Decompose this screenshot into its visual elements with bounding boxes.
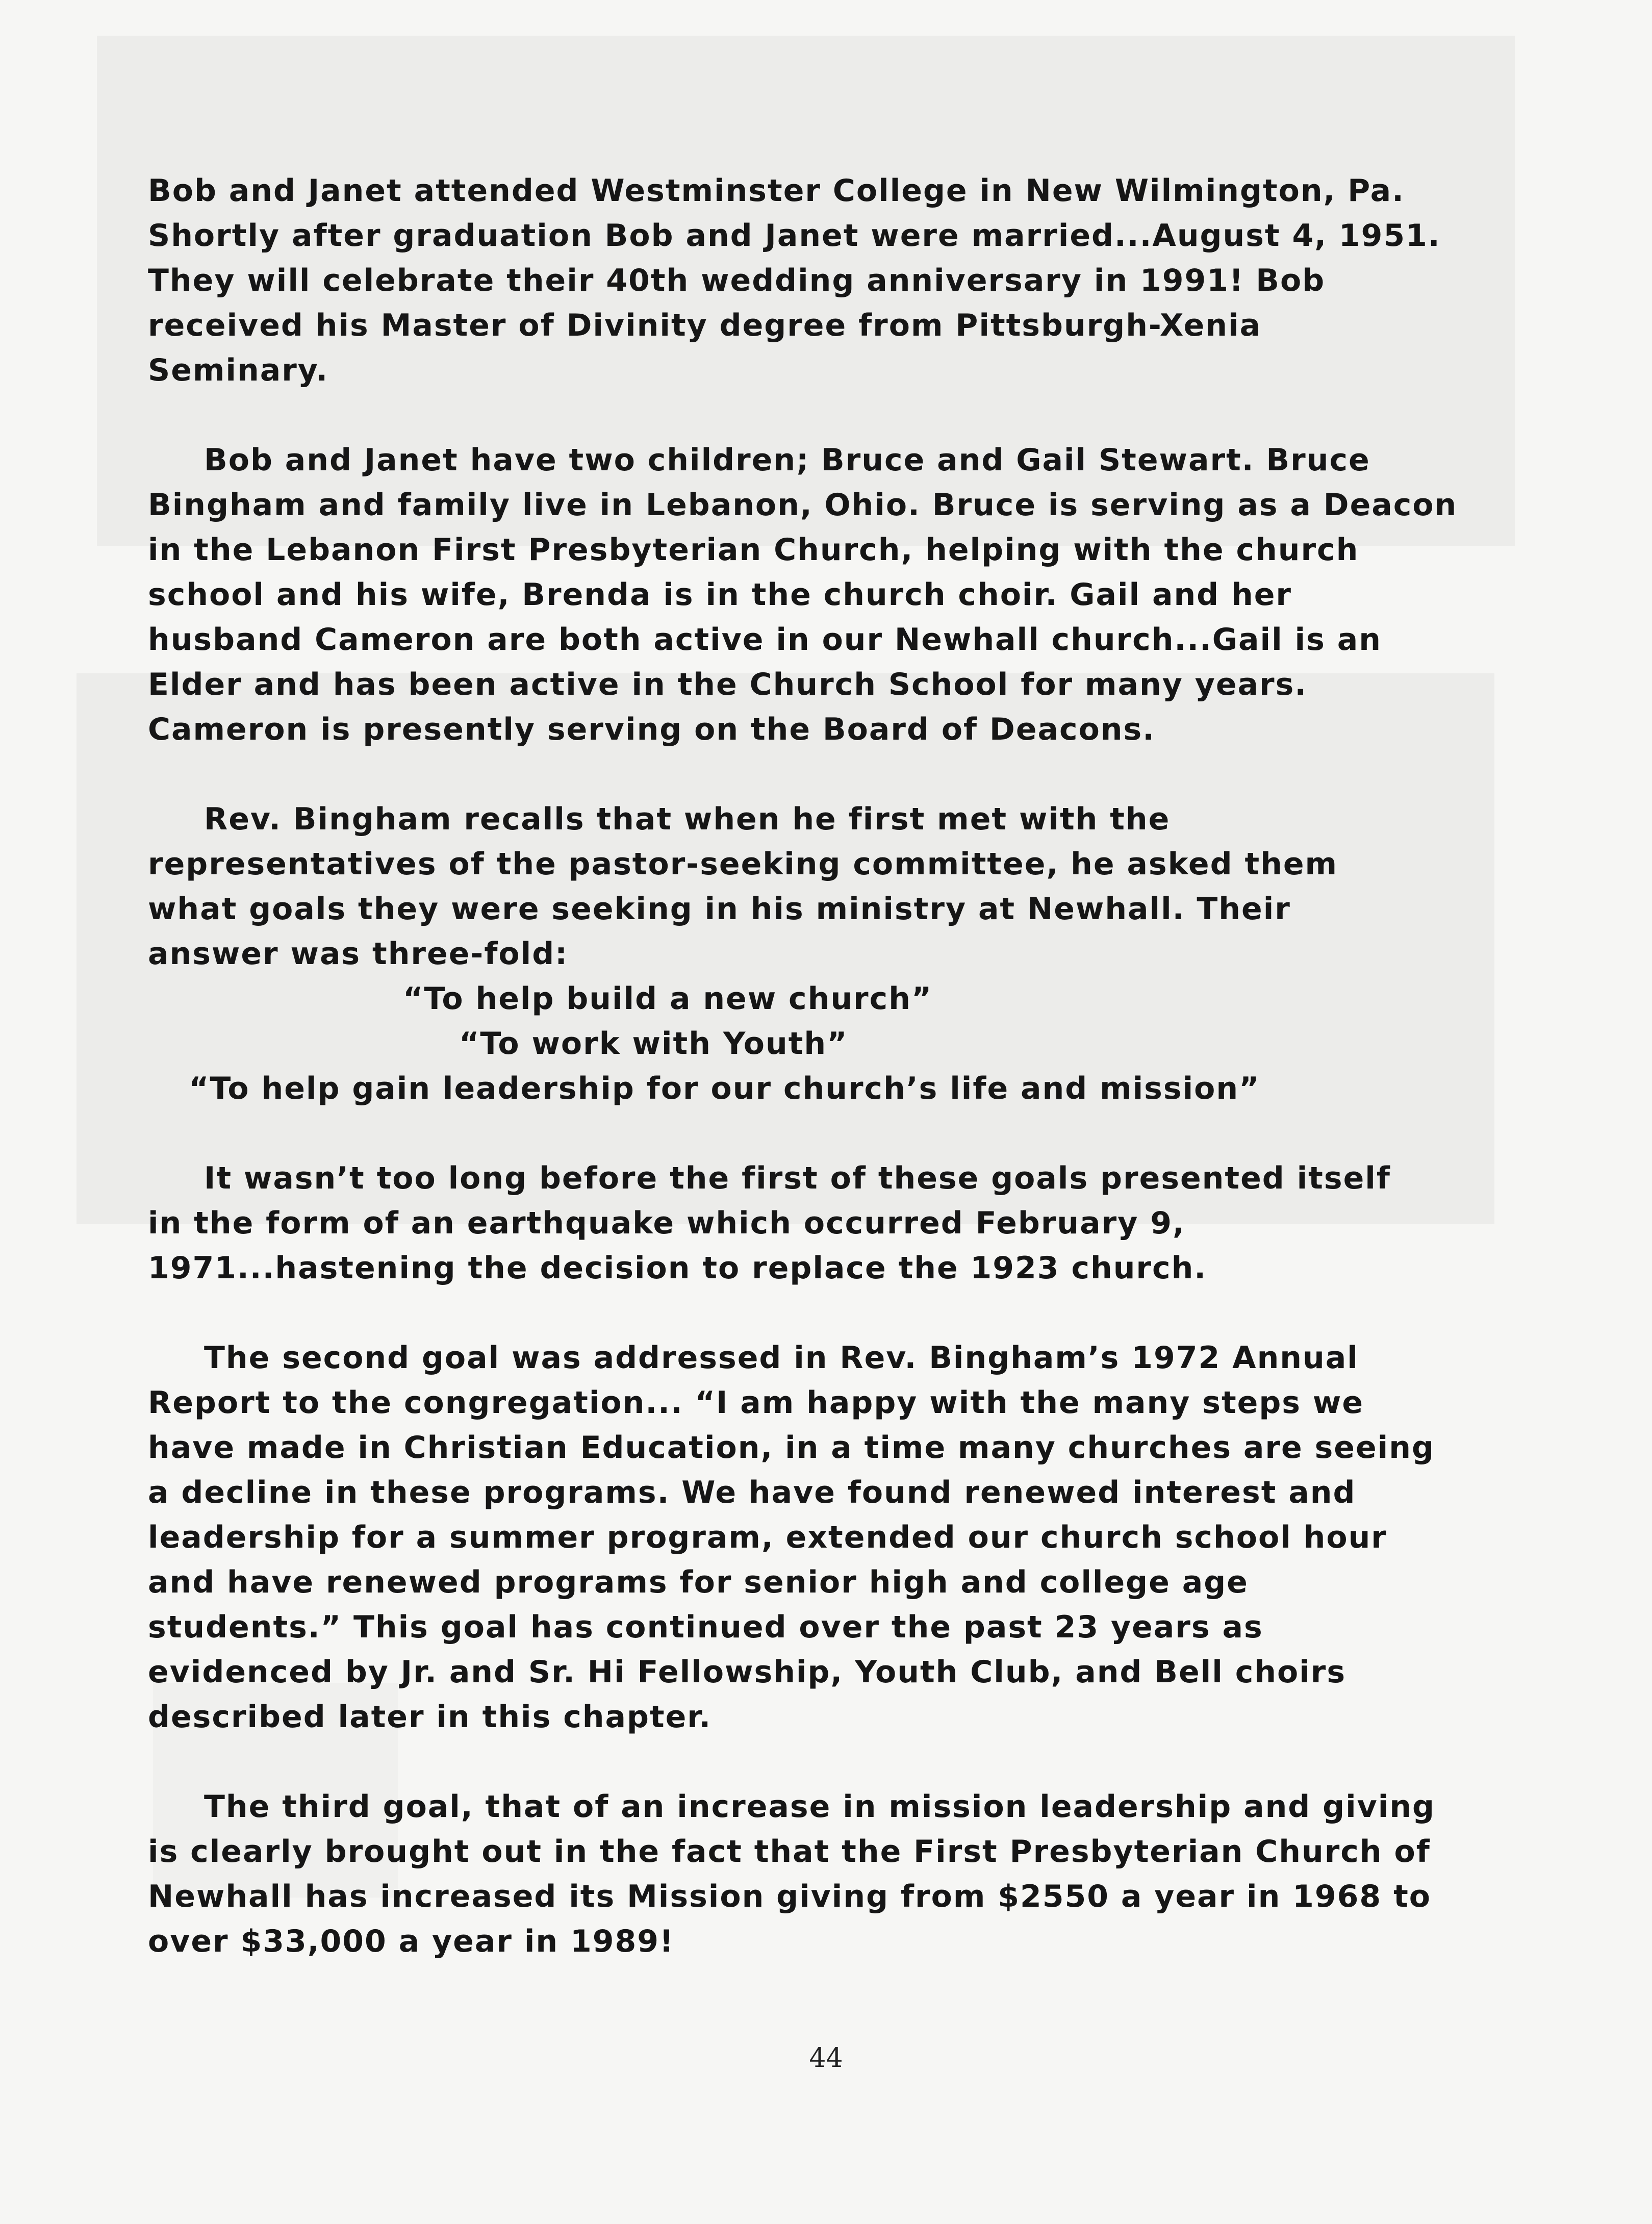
- goal-quote-church: “To help build a new church”: [403, 981, 933, 1017]
- goal-quote-leadership: “To help gain leadership for our church’s life and mission”: [189, 1071, 1260, 1106]
- paragraph-college-marriage: Bob and Janet attended Westminster College in New Wilmington, Pa. Shortly after graduation Bob and Janet were married...August 4, 1951. They will celebrate their 40th wedding anniversary in 1991! Bob received his Master of Divinity degree from Pittsburgh-Xenia Seminary.: [148, 173, 1441, 388]
- paragraph-goals-intro: Rev. Bingham recalls that when he first met with the representatives of the pastor-seeking committee, he asked them what goals they were seeking in his ministry at Newhall. Their answer was three-fold:: [148, 801, 1338, 972]
- paragraph-children: Bob and Janet have two children; Bruce and Gail Stewart. Bruce Bingham and family live in Lebanon, Ohio. Bruce is serving as a Deacon in the Lebanon First Presbyterian Church, helping with the church school and his wife, Brenda is in the church choir. Gail and her husband Cameron are both active in our Newhall church...Gail is an Elder and has been active in the Church School for many years. Cameron is presently serving on the Board of Deacons.: [148, 442, 1458, 747]
- page-number: 44: [809, 2043, 843, 2074]
- body-text: [148, 168, 1505, 2009]
- goal-quote-youth: “To work with Youth”: [459, 1026, 848, 1062]
- paragraph-first-goal: It wasn’t too long before the first of these goals presented itself in the form of an earthquake which occurred February 9, 1971...hastening the decision to replace the 1923 church.: [148, 1160, 1391, 1286]
- paragraph-third-goal: The third goal, that of an increase in mission leadership and giving is clearly brought out in the fact that the First Presbyterian Church of Newhall has increased its Mission giving from $2550 a year in 1968 to over $33,000 a year in 1989!: [148, 1789, 1435, 1959]
- goals-quote-list: [148, 976, 1505, 1111]
- paragraph-second-goal: The second goal was addressed in Rev. Bingham’s 1972 Annual Report to the congregation... “I am happy with the many steps we have made in Christian Education, in a time many churches are seeing a decline in these programs. We have found renewed interest and leadership for a summer program, extended our church school hour and have renewed programs for senior high and college age students.” This goal has continued over the past 23 years as evidenced by Jr. and Sr. Hi Fellowship, Youth Club, and Bell choirs described later in this chapter.: [148, 1340, 1435, 1735]
